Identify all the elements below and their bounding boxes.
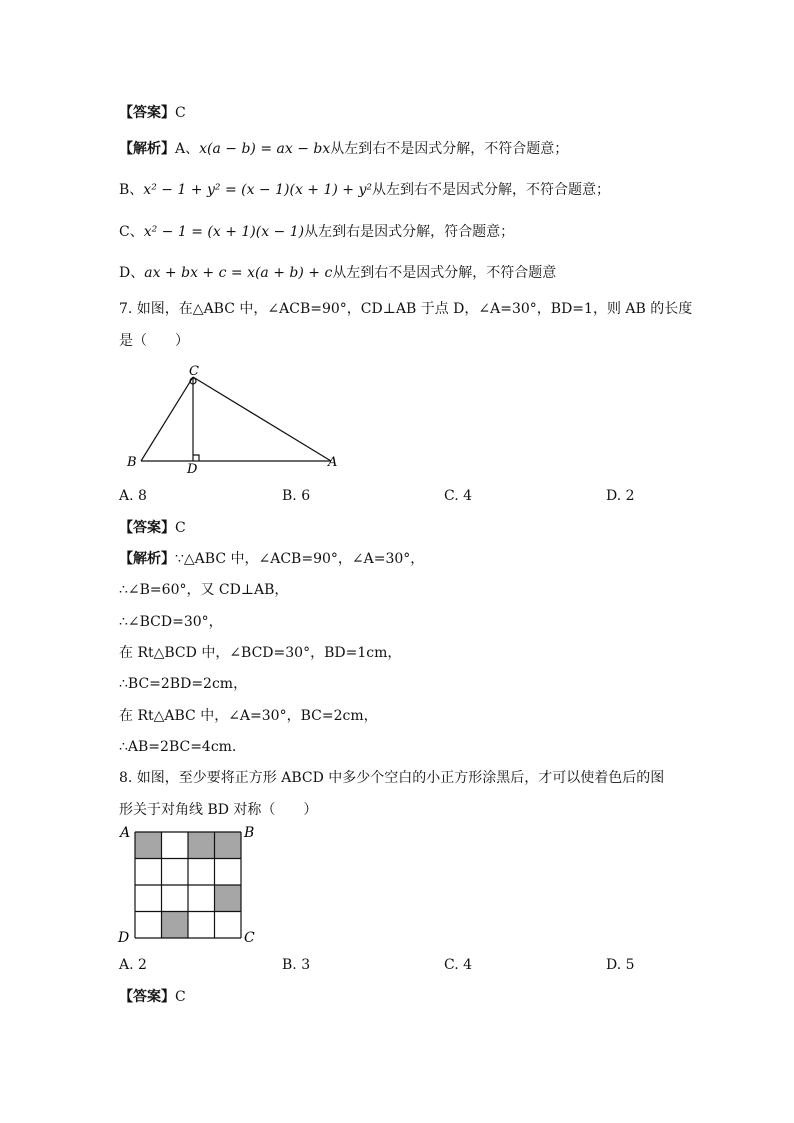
q7-answer-line (119, 518, 186, 538)
grid-cell-shaded (215, 885, 242, 912)
grid-cell-blank (188, 859, 215, 886)
analysis-label: 【解析】 (119, 141, 175, 157)
q7-option-d[interactable]: D. 2 (606, 488, 635, 504)
vertex-label-d: D (187, 462, 198, 477)
q6-analysis-c (119, 222, 514, 242)
math-expression: x² − 1 + y² = (x − 1)(x + 1) + y² (143, 182, 372, 198)
option-prefix: D、 (119, 265, 145, 281)
q6-analysis-d (119, 263, 556, 283)
q7-options (119, 486, 679, 506)
analysis-text: 从左到右是因式分解，符合题意； (304, 224, 515, 240)
answer-value: C (175, 989, 186, 1005)
grid-cell-shaded (135, 832, 162, 859)
q7-analysis-line-2: ∴∠BCD=30°， (119, 614, 223, 630)
segment-bc (141, 377, 193, 461)
math-expression: ax + bx + c = x(a + b) + c (144, 265, 333, 281)
grid-cell-blank (162, 832, 189, 859)
q7-analysis-line-1: ∴∠B=60°，又 CD⊥AB， (119, 582, 289, 598)
q7-option-c[interactable]: C. 4 (444, 488, 473, 504)
grid-cell-blank (215, 912, 242, 939)
answer-value: C (175, 105, 186, 121)
vertex-label-b: B (127, 455, 137, 470)
analysis-text: 从左到右不是因式分解，不符合题意； (330, 141, 569, 157)
q6-analysis-a (119, 139, 568, 159)
q7-analysis-line-4: ∴BC=2BD=2cm， (119, 676, 248, 692)
q8-options (119, 955, 679, 975)
grid-cell-shaded (215, 832, 242, 859)
analysis-label: 【解析】 (119, 551, 175, 567)
math-expression: x² − 1 = (x + 1)(x − 1) (143, 224, 305, 240)
answer-label: 【答案】 (119, 520, 175, 536)
grid-cell-blank (188, 885, 215, 912)
option-prefix: A、 (175, 141, 200, 157)
segment-ca (193, 377, 331, 461)
answer-label: 【答案】 (119, 105, 175, 121)
corner-label-b: B (244, 825, 255, 841)
vertex-label-a: A (328, 455, 338, 470)
answer-value: C (175, 520, 186, 536)
q7-analysis-line-0 (119, 549, 424, 569)
q8-grid-figure (115, 822, 265, 948)
q7-triangle-figure (119, 362, 349, 477)
q7-analysis-line-6: ∴AB=2BC=4cm． (119, 739, 246, 755)
corner-label-d: D (118, 930, 130, 946)
answer-label: 【答案】 (119, 989, 175, 1005)
corner-label-a: A (120, 825, 131, 841)
q7-option-b[interactable]: B. 6 (282, 488, 311, 504)
analysis-text: 从左到右不是因式分解，不符合题意 (332, 265, 557, 281)
q6-answer-line (119, 103, 186, 123)
q7-stem-line2: 是（ ） (119, 333, 189, 349)
q7-analysis-line-3: 在 Rt△BCD 中，∠BCD=30°，BD=1cm， (119, 645, 402, 661)
grid-cell-blank (135, 885, 162, 912)
math-expression: x(a − b) = ax − bx (199, 141, 331, 157)
q8-option-a[interactable]: A. 2 (119, 957, 147, 973)
grid-cell-blank (162, 885, 189, 912)
analysis-text: ∵△ABC 中，∠ACB=90°，∠A=30°， (175, 551, 425, 567)
q8-option-d[interactable]: D. 5 (606, 957, 635, 973)
grid-cell-blank (135, 859, 162, 886)
q7-stem-line1: 7. 如图，在△ABC 中，∠ACB=90°，CD⊥AB 于点 D，∠A=30°，BD=1，则 AB 的长度 (119, 301, 693, 317)
grid-cell-blank (215, 859, 242, 886)
option-prefix: B、 (119, 182, 144, 198)
q8-option-c[interactable]: C. 4 (444, 957, 473, 973)
q7-analysis-line-5: 在 Rt△ABC 中，∠A=30°，BC=2cm， (119, 708, 378, 724)
grid-cell-shaded (162, 912, 189, 939)
grid-cell-blank (188, 912, 215, 939)
grid-cell-blank (135, 912, 162, 939)
right-angle-mark-d (193, 455, 199, 461)
corner-label-c: C (244, 930, 255, 946)
analysis-text: 从左到右不是因式分解，不符合题意； (372, 182, 610, 198)
q8-option-b[interactable]: B. 3 (282, 957, 311, 973)
q8-answer-line (119, 987, 186, 1007)
grid-cell-shaded (188, 832, 215, 859)
option-prefix: C、 (119, 224, 144, 240)
q6-analysis-b (119, 180, 610, 200)
q8-stem-line2: 形关于对角线 BD 对称（ ） (119, 802, 318, 818)
q8-stem-line1: 8. 如图，至少要将正方形 ABCD 中多少个空白的小正方形涂黑后，才可以使着色后的图 (119, 770, 665, 786)
q7-option-a[interactable]: A. 8 (119, 488, 147, 504)
vertex-label-c: C (189, 364, 199, 379)
grid-cell-blank (162, 859, 189, 886)
